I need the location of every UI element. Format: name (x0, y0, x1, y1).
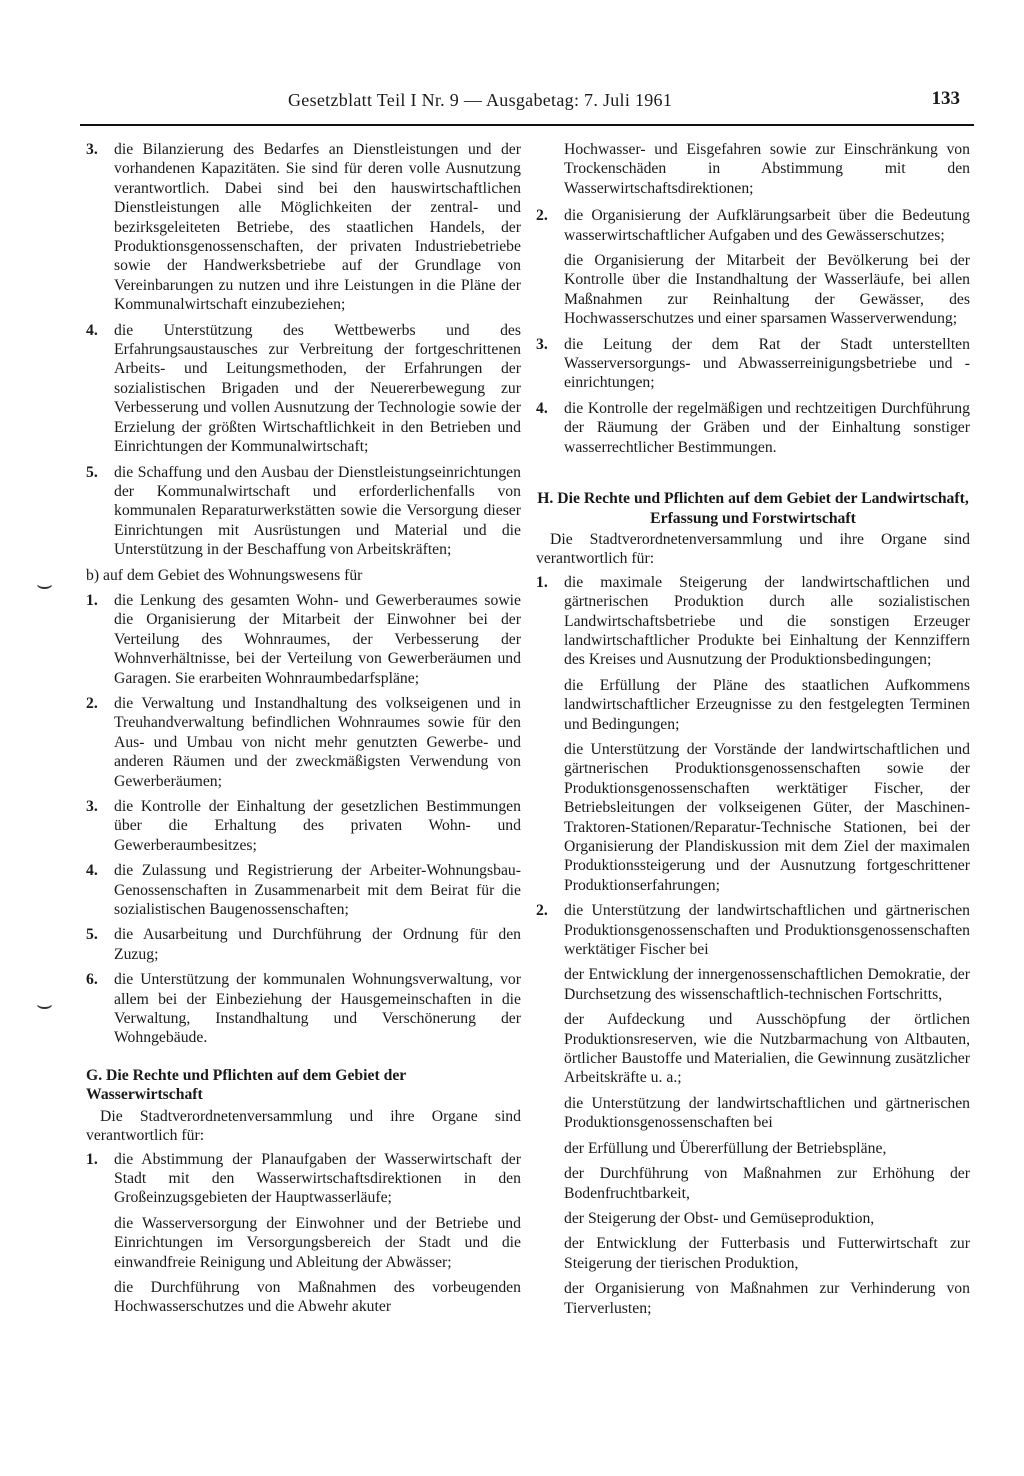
item-text: die Unterstützung des Wettbewerbs und des Erfahrungsaustausches zur Verbreitung der fortgeschrittenen Arbeits- und Leitungsmethoden, der Erfahrungen der sozialistischen Brigaden und der Neuererbewegung zur Verbesserung und vollen Ausnutzung der Technologie sowie der Erzielung der größten Wirtschaftlichkeit in den Betrieben und Einrichtungen der Kommunalwirtschaft; (114, 321, 521, 456)
item-number: 4. (86, 862, 98, 880)
sub-paragraph: die Durchführung von Maßnahmen des vorbeugenden Hochwasserschutzes und die Abwehr akuter (114, 1278, 521, 1316)
item-number: 3. (86, 141, 98, 158)
item-number: 4. (86, 321, 98, 339)
right-column (536, 140, 970, 1324)
sub-paragraph: der Steigerung der Obst- und Gemüseproduktion, (564, 1209, 875, 1227)
list-item (536, 335, 970, 393)
list-item (536, 901, 970, 959)
item-number: 1. (536, 573, 548, 591)
sub-paragraph: der Entwicklung der Futterbasis und Futterwirtschaft zur Steigerung der tierischen Produktion, (564, 1235, 970, 1272)
section-g-intro: Die Stadtverordnetenversammlung und ihre Organe sind verantwortlich für: (86, 1107, 521, 1145)
page-number: 133 (931, 88, 960, 109)
margin-mark: ⌣ (36, 990, 54, 1019)
item-number: 2. (86, 694, 98, 712)
item-text: die Kontrolle der regelmäßigen und rechtzeitigen Durchführung der Räumung der Gräben und der Einhaltung sonstiger wasserrechtlicher Bestimmungen. (564, 399, 970, 456)
item-text: die Kontrolle der Einhaltung der gesetzlichen Bestimmungen über die Erhaltung des privaten Wohn- und Gewerberaumbesitzes; (114, 798, 521, 854)
list-item (536, 573, 970, 670)
header-title: Gesetzblatt Teil I Nr. 9 — Ausgabetag: 7. Juli 1961 (288, 90, 673, 110)
sub-paragraph: die Unterstützung der Vorstände der landwirtschaftlichen und gärtnerischen Produktionsgenossenschaften sowie der Produktionsgenossenschaften werktätiger Fischer, der Betriebsleitungen der volkseigenen Güter, der Maschinen-Traktoren-Stationen/Reparatur-Technische Stationen, bei der Organisierung der Plandiskussion mit dem Ziel der maximalen Produktionssteigerung und der Ausnutzung fortgeschrittener Produktionserfahrungen; (564, 740, 970, 894)
item-text: die Lenkung des gesamten Wohn- und Gewerberaumes sowie die Organisierung der Mitarbeit der Einwohner bei der Verteilung des Wohnraumes, der Verbesserung der Wohnverhältnisse, bei der Verteilung von Gewerberäumen und Garagen. Sie erarbeiten Wohnraumbedarfspläne; (114, 591, 521, 687)
list-item (86, 694, 521, 791)
item-text: die Bilanzierung des Bedarfes an Dienstleistungen und der vorhandenen Kapazitäten. Sie sind für deren volle Ausnutzung verantwortlich. Dabei sind bei den hauswirtschaftlichen Dienstleistungen alle Möglichkeiten der zentral- und bezirksgeleiteten Betriebe, des staatlichen Handels, der Produktionsgenossenschaften, der privaten Industriebetriebe sowie der Handwerksbetriebe auf der Grundlage von Vereinbarungen zu nutzen und ihre Leistungen in die Pläne der Kommunalwirtschaft einzubeziehen; (114, 141, 521, 314)
item-text: die Schaffung und den Ausbau der Dienstleistungseinrichtungen der Kommunalwirtschaft und erforderlichenfalls von kommunalen Reparaturwerkstätten sowie die Versorgung dieser Einrichtungen mit Ausrüstungen und Material und die Unterstützung in der Beschaffung von Arbeitskräften; (114, 463, 521, 559)
list-item (536, 206, 970, 245)
item-text: die Organisierung der Aufklärungsarbeit über die Bedeutung wasserwirtschaftlicher Aufgaben und des Gewässerschutzes; (564, 207, 970, 244)
continued-paragraph: Hochwasser- und Eisgefahren sowie zur Einschränkung von Trockenschäden in Abstimmung mit den Wasserwirtschaftsdirektionen; (564, 141, 970, 197)
item-number: 6. (86, 971, 98, 989)
list-item (536, 399, 970, 457)
item-text: die Verwaltung und Instandhaltung des volkseigenen und in Treuhandverwaltung befindlichen Wohnraumes sowie für den Aus- und Umbau von nicht mehr genutzten Gewerbe- und anderen Räumen und der zweckmäßigsten Verwendung von Gewerberäumen; (114, 694, 521, 790)
item-text: die Zulassung und Registrierung der Arbeiter-Wohnungsbau-Genossenschaften in Zusammenarbeit mit dem Beirat für die sozialistischen Baugenossenschaften; (114, 862, 521, 919)
item-number: 3. (86, 798, 98, 815)
section-g-heading: G. Die Rechte und Pflichten auf dem Gebiet der Wasserwirtschaft (86, 1066, 406, 1104)
list-item (86, 1150, 521, 1208)
item-number: 1. (86, 591, 98, 609)
sub-paragraph: der Durchführung von Maßnahmen zur Erhöhung der Bodenfruchtbarkeit, (564, 1165, 970, 1202)
left-column (86, 140, 521, 1323)
list-item (86, 463, 521, 560)
item-number: 5. (86, 926, 98, 944)
page-header (80, 88, 974, 126)
list-item (86, 140, 521, 315)
item-text: die Unterstützung der kommunalen Wohnungsverwaltung, vor allem bei der Einbeziehung der Hausgemeinschaften in die Verwaltung, Instandhaltung und Verschönerung der Wohngebäude. (114, 971, 521, 1047)
section-h-heading: H. Die Rechte und Pflichten auf dem Gebiet der Landwirtschaft, Erfassung und Forstwirtschaft (537, 490, 969, 527)
sub-paragraph: der Aufdeckung und Ausschöpfung der örtlichen Produktionsreserven, wie die Nutzbarmachung von Altbauten, örtlicher Baustoffe und Materialien, die Gewinnung zusätzlicher Arbeitskräfte u. a.; (564, 1011, 970, 1087)
sub-paragraph: die Unterstützung der landwirtschaftlichen und gärtnerischen Produktionsgenossenschaften bei (564, 1094, 970, 1132)
item-number: 4. (536, 399, 548, 417)
item-text: die Abstimmung der Planaufgaben der Wasserwirtschaft der Stadt mit den Wasserwirtschaftsdirektionen in den Großeinzugsgebieten der Hauptwasserläufe; (114, 1150, 521, 1207)
section-h-intro: Die Stadtverordnetenversammlung und ihre Organe sind verantwortlich für: (536, 530, 970, 568)
sub-paragraph: die Erfüllung der Pläne des staatlichen Aufkommens landwirtschaftlicher Erzeugnisse zu den festgelegten Terminen und Bedingungen; (564, 676, 970, 733)
sub-paragraph: die Wasserversorgung der Einwohner und der Betriebe und Einrichtungen im Versorgungsbereich der Stadt und die einwandfreie Reinigung und Ableitung der Abwässer; (114, 1214, 521, 1271)
item-number: 1. (86, 1150, 98, 1168)
item-text: die maximale Steigerung der landwirtschaftlichen und gärtnerischen Produktion durch alle sozialistischen Landwirtschaftsbetriebe und die sonstigen Erzeuger landwirtschaftlicher Produkte bei Einhaltung der Kennziffern des Kreises und Ausnutzung der Produktionsbedingungen; (564, 573, 970, 669)
list-item (86, 970, 521, 1048)
item-number: 2. (536, 902, 548, 920)
list-item (86, 925, 521, 964)
margin-mark: ⌣ (36, 570, 54, 599)
item-text: die Leitung der dem Rat der Stadt unterstellten Wasserversorgungs- und Abwasserreinigungsbetriebe und -einrichtungen; (564, 335, 970, 392)
item-text: die Unterstützung der landwirtschaftlichen und gärtnerischen Produktionsgenossenschaften und Produktionsgenossenschaften werktätiger Fischer bei (564, 902, 970, 959)
list-item (86, 861, 521, 919)
sub-paragraph: der Erfüllung und Übererfüllung der Betriebspläne, (564, 1139, 887, 1157)
list-item (86, 797, 521, 855)
sub-paragraph: die Organisierung der Mitarbeit der Bevölkerung bei der Kontrolle über die Instandhaltung der Wasserläufe, bei allen Maßnahmen zur Reinhaltung der Gewässer, des Hochwasserschutzes und einer sparsamen Wasserverwendung; (564, 252, 970, 328)
subsection-heading-b: b) auf dem Gebiet des Wohnungswesens für (86, 566, 363, 584)
item-number: 2. (536, 207, 548, 225)
item-number: 5. (86, 463, 98, 481)
list-item (86, 591, 521, 688)
sub-paragraph: der Organisierung von Maßnahmen zur Verhinderung von Tierverlusten; (564, 1280, 970, 1317)
item-text: die Ausarbeitung und Durchführung der Ordnung für den Zuzug; (114, 926, 521, 963)
item-number: 3. (536, 335, 548, 353)
list-item (86, 321, 521, 457)
sub-paragraph: der Entwicklung der innergenossenschaftlichen Demokratie, der Durchsetzung des wissenschaftlich-technischen Fortschritts, (564, 966, 970, 1003)
